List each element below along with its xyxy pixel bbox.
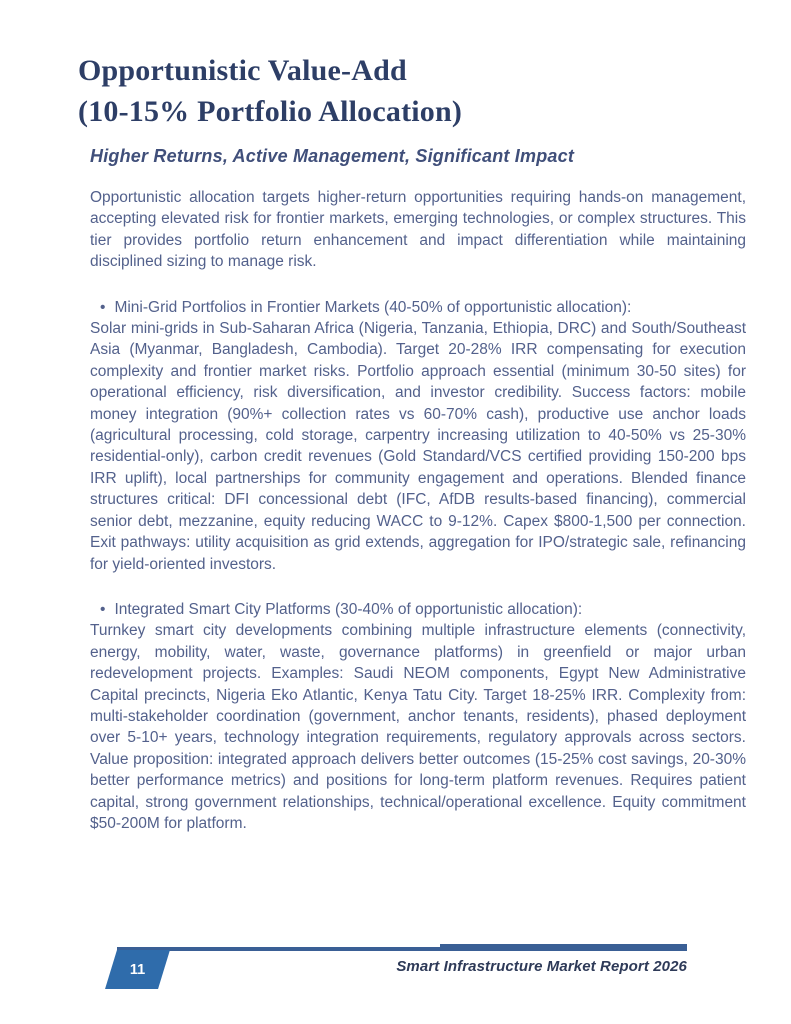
footer-report-title: Smart Infrastructure Market Report 2026 <box>396 958 687 975</box>
footer-rule <box>117 947 687 951</box>
footer-rule-accent <box>440 944 687 947</box>
page-subtitle: Higher Returns, Active Management, Significant Impact <box>90 146 575 166</box>
bullet-icon: • <box>100 298 106 316</box>
bullet-icon: • <box>100 600 106 618</box>
page-title-line-1: Opportunistic Value-Add <box>78 54 407 87</box>
bullet-heading-text: Mini-Grid Portfolios in Frontier Markets (40-50% of opportunistic allocation): <box>114 298 632 316</box>
bullet-body-mini-grid: Solar mini-grids in Sub-Saharan Africa (Nigeria, Tanzania, Ethiopia, DRC) and South/Southeast Asia (Myanmar, Bangladesh, Cambodia). Target 20-28% IRR compensating for execution complexity and frontier market risks. Portfolio approach essential (minimum 30-50 sites) for operational efficiency, risk diversification, and investor credibility. Success factors: mobile money integration (90%+ collection rates vs 60-70% cash), productive use anchor loads (agricultural processing, cold storage, carpentry increasing utilization to 40-50% vs 25-30% residential-only), carbon credit revenues (Gold Standard/VCS certified providing 150-200 bps IRR uplift), local partnerships for community engagement and operations. Blended finance structures critical: DFI concessional debt (IFC, AfDB results-based financing), commercial senior debt, mezzanine, equity reducing WACC to 9-12%. Capex $800-1,500 per connection. Exit pathways: utility acquisition as grid extends, aggregation for IPO/strategic sale, refinancing for yield-oriented investors. <box>90 320 746 573</box>
bullet-heading-text: Integrated Smart City Platforms (30-40% of opportunistic allocation): <box>114 600 583 618</box>
page-number-badge <box>105 950 170 989</box>
page-title-line-2: (10-15% Portfolio Allocation) <box>78 95 463 128</box>
bullet-heading-smart-city <box>90 599 746 620</box>
bullet-section-mini-grid <box>90 297 746 575</box>
bullet-body-smart-city: Turnkey smart city developments combining multiple infrastructure elements (connectivity, energy, mobility, water, waste, governance platforms) in greenfield or major urban redevelopment projects. Examples: Saudi NEOM components, Egypt New Administrative Capital precincts, Nigeria Eko Atlantic, Kenya Tatu City. Target 18-25% IRR. Complexity from: multi-stakeholder coordination (government, anchor tenants, residents), phased deployment over 5-10+ years, technology integration requirements, regulatory approvals across sectors. Value proposition: integrated approach delivers better outcomes (15-25% cost savings, 20-30% better performance metrics) and positions for long-term platform revenues. Requires patient capital, strong government relationships, technical/operational excellence. Equity commitment $50-200M for platform. <box>90 622 746 832</box>
intro-paragraph: Opportunistic allocation targets higher-return opportunities requiring hands-on management, accepting elevated risk for frontier markets, emerging technologies, or complex structures. This tier provides portfolio return enhancement and impact differentiation while maintaining disciplined sizing to manage risk. <box>90 189 746 271</box>
bullet-heading-mini-grid <box>90 297 746 318</box>
bullet-section-smart-city <box>90 599 746 834</box>
page-title <box>78 50 746 132</box>
page-number: 11 <box>129 961 146 978</box>
